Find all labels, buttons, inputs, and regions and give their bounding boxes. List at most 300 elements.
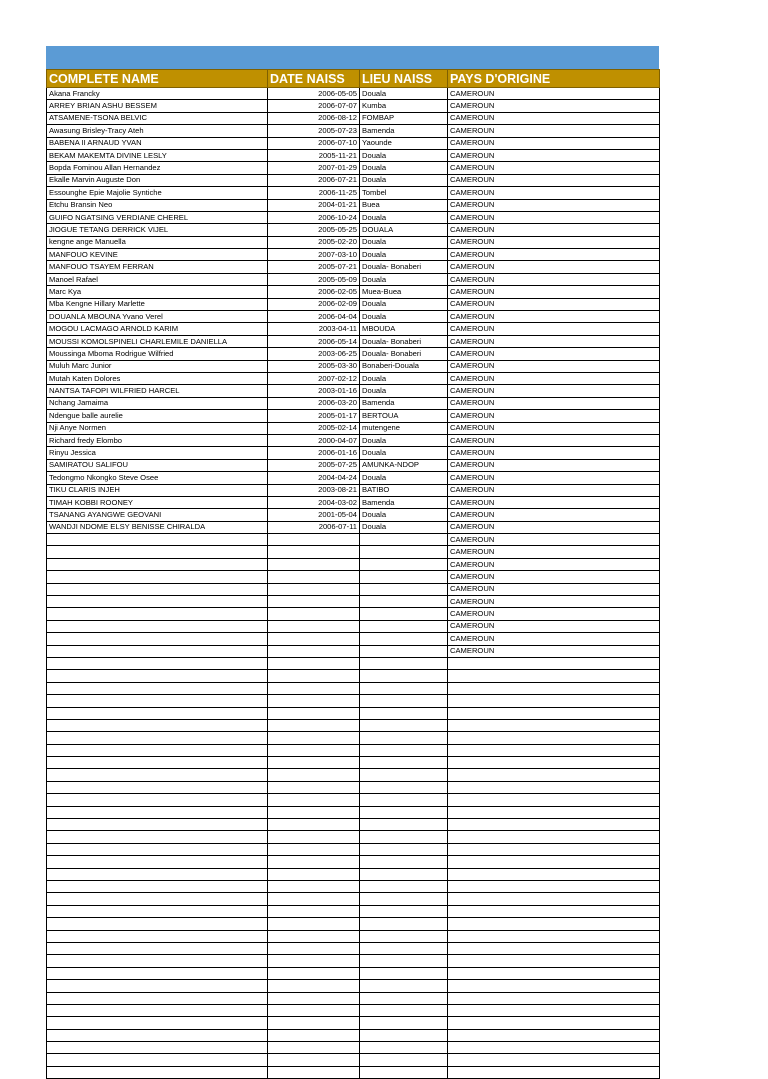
empty-cell[interactable] [47,819,268,831]
empty-cell[interactable] [448,955,660,967]
date-cell[interactable]: 2006-04-04 [268,311,360,323]
place-cell[interactable]: Douala [360,249,448,261]
empty-cell[interactable] [448,1054,660,1066]
date-cell[interactable] [268,645,360,657]
empty-cell[interactable] [360,695,448,707]
date-cell[interactable] [268,596,360,608]
empty-cell[interactable] [47,781,268,793]
empty-cell[interactable] [47,794,268,806]
country-cell[interactable]: CAMEROUN [448,571,660,583]
name-cell[interactable]: Manoel Rafael [47,273,268,285]
name-cell[interactable]: Ekalle Marvin Auguste Don [47,174,268,186]
name-cell[interactable]: BEKAM MAKEMTA DIVINE LESLY [47,149,268,161]
date-cell[interactable]: 2005-05-09 [268,273,360,285]
empty-cell[interactable] [268,732,360,744]
name-cell[interactable]: SAMIRATOU SALIFOU [47,459,268,471]
date-cell[interactable]: 2000-04-07 [268,434,360,446]
place-cell[interactable]: Douala [360,236,448,248]
name-cell[interactable]: Nji Anye Normen [47,422,268,434]
name-cell[interactable]: kengne ange Manuella [47,236,268,248]
place-cell[interactable]: Douala [360,385,448,397]
empty-cell[interactable] [47,1066,268,1078]
country-cell[interactable]: CAMEROUN [448,286,660,298]
country-cell[interactable]: CAMEROUN [448,249,660,261]
empty-cell[interactable] [360,843,448,855]
place-cell[interactable] [360,546,448,558]
empty-cell[interactable] [448,843,660,855]
column-header-date-naiss[interactable]: DATE NAISS [268,70,360,88]
name-cell[interactable]: Muluh Marc Junior [47,360,268,372]
empty-cell[interactable] [47,930,268,942]
empty-cell[interactable] [47,707,268,719]
date-cell[interactable]: 2006-10-24 [268,211,360,223]
empty-cell[interactable] [360,955,448,967]
date-cell[interactable] [268,583,360,595]
place-cell[interactable]: Douala [360,311,448,323]
place-cell[interactable] [360,633,448,645]
date-cell[interactable]: 2007-03-10 [268,249,360,261]
name-cell[interactable]: Moussinga Mboma Rodrigue Wilfried [47,348,268,360]
date-cell[interactable]: 2006-02-05 [268,286,360,298]
empty-cell[interactable] [360,1004,448,1016]
empty-cell[interactable] [47,955,268,967]
place-cell[interactable]: Bamenda [360,496,448,508]
name-cell[interactable]: Mutah Katen Dolores [47,372,268,384]
place-cell[interactable]: Muea-Buea [360,286,448,298]
place-cell[interactable]: Douala [360,372,448,384]
empty-cell[interactable] [360,670,448,682]
country-cell[interactable]: CAMEROUN [448,521,660,533]
empty-cell[interactable] [268,1029,360,1041]
country-cell[interactable]: CAMEROUN [448,447,660,459]
date-cell[interactable]: 2005-05-25 [268,224,360,236]
empty-cell[interactable] [448,670,660,682]
country-cell[interactable]: CAMEROUN [448,261,660,273]
empty-cell[interactable] [47,868,268,880]
empty-cell[interactable] [47,905,268,917]
country-cell[interactable]: CAMEROUN [448,546,660,558]
empty-cell[interactable] [268,757,360,769]
empty-cell[interactable] [360,918,448,930]
place-cell[interactable]: Douala- Bonaberi [360,348,448,360]
place-cell[interactable]: BATIBO [360,484,448,496]
name-cell[interactable]: TSANANG AYANGWE GEOVANI [47,509,268,521]
place-cell[interactable] [360,645,448,657]
country-cell[interactable]: CAMEROUN [448,459,660,471]
date-cell[interactable] [268,546,360,558]
empty-cell[interactable] [360,868,448,880]
empty-cell[interactable] [360,930,448,942]
country-cell[interactable]: CAMEROUN [448,112,660,124]
date-cell[interactable]: 2003-08-21 [268,484,360,496]
place-cell[interactable] [360,558,448,570]
empty-cell[interactable] [47,757,268,769]
place-cell[interactable]: Yaounde [360,137,448,149]
date-cell[interactable]: 2005-02-14 [268,422,360,434]
empty-cell[interactable] [47,682,268,694]
country-cell[interactable]: CAMEROUN [448,211,660,223]
empty-cell[interactable] [360,682,448,694]
place-cell[interactable] [360,571,448,583]
place-cell[interactable]: Bamenda [360,125,448,137]
empty-cell[interactable] [448,1004,660,1016]
empty-cell[interactable] [268,868,360,880]
name-cell[interactable]: WANDJI NDOME ELSY BENISSE CHIRALDA [47,521,268,533]
date-cell[interactable]: 2006-07-21 [268,174,360,186]
empty-cell[interactable] [360,831,448,843]
empty-cell[interactable] [268,819,360,831]
country-cell[interactable]: CAMEROUN [448,100,660,112]
empty-cell[interactable] [268,695,360,707]
place-cell[interactable]: Douala [360,434,448,446]
country-cell[interactable]: CAMEROUN [448,410,660,422]
date-cell[interactable]: 2006-07-07 [268,100,360,112]
empty-cell[interactable] [360,905,448,917]
name-cell[interactable]: TIMAH KOBBI ROONEY [47,496,268,508]
empty-cell[interactable] [268,881,360,893]
country-cell[interactable]: CAMEROUN [448,534,660,546]
empty-cell[interactable] [360,819,448,831]
place-cell[interactable]: BERTOUA [360,410,448,422]
column-header-pays-origine[interactable]: PAYS D'ORIGINE [448,70,660,88]
place-cell[interactable]: Douala [360,509,448,521]
date-cell[interactable] [268,558,360,570]
name-cell[interactable]: Tedongmo Nkongko Steve Osee [47,472,268,484]
empty-cell[interactable] [360,794,448,806]
country-cell[interactable]: CAMEROUN [448,311,660,323]
country-cell[interactable]: CAMEROUN [448,372,660,384]
empty-cell[interactable] [448,657,660,669]
name-cell[interactable]: MANFOUO KEVINE [47,249,268,261]
empty-cell[interactable] [47,806,268,818]
country-cell[interactable]: CAMEROUN [448,360,660,372]
empty-cell[interactable] [448,918,660,930]
name-cell[interactable] [47,583,268,595]
empty-cell[interactable] [268,682,360,694]
place-cell[interactable]: Douala [360,149,448,161]
name-cell[interactable]: Mba Kengne Hillary Marlette [47,298,268,310]
empty-cell[interactable] [360,769,448,781]
place-cell[interactable]: Douala [360,88,448,100]
empty-cell[interactable] [360,1017,448,1029]
name-cell[interactable]: Nchang Jamaima [47,397,268,409]
date-cell[interactable]: 2006-07-11 [268,521,360,533]
country-cell[interactable]: CAMEROUN [448,496,660,508]
empty-cell[interactable] [47,1004,268,1016]
date-cell[interactable]: 2006-11-25 [268,187,360,199]
country-cell[interactable]: CAMEROUN [448,137,660,149]
empty-cell[interactable] [268,992,360,1004]
country-cell[interactable]: CAMEROUN [448,348,660,360]
name-cell[interactable] [47,596,268,608]
place-cell[interactable]: Kumba [360,100,448,112]
empty-cell[interactable] [448,942,660,954]
name-cell[interactable]: BABENA II ARNAUD YVAN [47,137,268,149]
name-cell[interactable]: NANTSA TAFOPI WILFRIED HARCEL [47,385,268,397]
empty-cell[interactable] [47,856,268,868]
country-cell[interactable]: CAMEROUN [448,224,660,236]
name-cell[interactable] [47,608,268,620]
place-cell[interactable]: DOUALA [360,224,448,236]
empty-cell[interactable] [47,1054,268,1066]
date-cell[interactable]: 2005-07-21 [268,261,360,273]
place-cell[interactable]: Tombel [360,187,448,199]
country-cell[interactable]: CAMEROUN [448,596,660,608]
empty-cell[interactable] [268,843,360,855]
date-cell[interactable]: 2006-03-20 [268,397,360,409]
empty-cell[interactable] [268,955,360,967]
place-cell[interactable]: Douala [360,211,448,223]
empty-cell[interactable] [360,744,448,756]
date-cell[interactable]: 2005-02-20 [268,236,360,248]
country-cell[interactable]: CAMEROUN [448,149,660,161]
date-cell[interactable]: 2006-05-14 [268,335,360,347]
place-cell[interactable]: Douala [360,273,448,285]
empty-cell[interactable] [47,967,268,979]
empty-cell[interactable] [268,719,360,731]
name-cell[interactable]: Richard fredy Elombo [47,434,268,446]
empty-cell[interactable] [448,980,660,992]
empty-cell[interactable] [47,918,268,930]
country-cell[interactable]: CAMEROUN [448,422,660,434]
name-cell[interactable]: MOGOU LACMAGO ARNOLD KARIM [47,323,268,335]
place-cell[interactable]: Douala [360,162,448,174]
country-cell[interactable]: CAMEROUN [448,187,660,199]
empty-cell[interactable] [268,918,360,930]
name-cell[interactable]: MANFOUO TSAYEM FERRAN [47,261,268,273]
empty-cell[interactable] [448,1066,660,1078]
empty-cell[interactable] [360,732,448,744]
date-cell[interactable] [268,534,360,546]
empty-cell[interactable] [47,1029,268,1041]
place-cell[interactable]: Douala [360,298,448,310]
date-cell[interactable]: 2005-03-30 [268,360,360,372]
place-cell[interactable]: Douala- Bonaberi [360,261,448,273]
country-cell[interactable]: CAMEROUN [448,620,660,632]
empty-cell[interactable] [47,769,268,781]
empty-cell[interactable] [47,893,268,905]
empty-cell[interactable] [47,942,268,954]
place-cell[interactable] [360,596,448,608]
country-cell[interactable]: CAMEROUN [448,335,660,347]
empty-cell[interactable] [448,868,660,880]
empty-cell[interactable] [448,695,660,707]
date-cell[interactable]: 2007-02-12 [268,372,360,384]
name-cell[interactable]: JIOGUE TETANG DERRICK VIJEL [47,224,268,236]
empty-cell[interactable] [268,670,360,682]
empty-cell[interactable] [448,1017,660,1029]
country-cell[interactable]: CAMEROUN [448,385,660,397]
empty-cell[interactable] [268,1066,360,1078]
date-cell[interactable]: 2003-04-11 [268,323,360,335]
empty-cell[interactable] [360,967,448,979]
name-cell[interactable]: Awasung Brisley-Tracy Ateh [47,125,268,137]
empty-cell[interactable] [47,657,268,669]
empty-cell[interactable] [47,732,268,744]
place-cell[interactable]: FOMBAP [360,112,448,124]
country-cell[interactable]: CAMEROUN [448,484,660,496]
country-cell[interactable]: CAMEROUN [448,273,660,285]
empty-cell[interactable] [268,1054,360,1066]
country-cell[interactable]: CAMEROUN [448,236,660,248]
country-cell[interactable]: CAMEROUN [448,645,660,657]
place-cell[interactable] [360,620,448,632]
empty-cell[interactable] [268,769,360,781]
place-cell[interactable] [360,608,448,620]
name-cell[interactable] [47,620,268,632]
empty-cell[interactable] [268,856,360,868]
name-cell[interactable]: Rinyu Jessica [47,447,268,459]
date-cell[interactable]: 2003-06-25 [268,348,360,360]
place-cell[interactable]: Douala- Bonaberi [360,335,448,347]
country-cell[interactable]: CAMEROUN [448,509,660,521]
date-cell[interactable]: 2004-03-02 [268,496,360,508]
name-cell[interactable]: ARREY BRIAN ASHU BESSEM [47,100,268,112]
empty-cell[interactable] [360,992,448,1004]
empty-cell[interactable] [360,980,448,992]
date-cell[interactable] [268,608,360,620]
column-header-complete-name[interactable]: COMPLETE NAME [47,70,268,88]
place-cell[interactable]: mutengene [360,422,448,434]
empty-cell[interactable] [47,719,268,731]
date-cell[interactable]: 2005-07-23 [268,125,360,137]
name-cell[interactable] [47,645,268,657]
date-cell[interactable]: 2004-04-24 [268,472,360,484]
empty-cell[interactable] [448,967,660,979]
empty-cell[interactable] [448,856,660,868]
place-cell[interactable]: MBOUDA [360,323,448,335]
empty-cell[interactable] [448,992,660,1004]
place-cell[interactable]: Douala [360,472,448,484]
country-cell[interactable]: CAMEROUN [448,608,660,620]
empty-cell[interactable] [268,942,360,954]
country-cell[interactable]: CAMEROUN [448,199,660,211]
empty-cell[interactable] [47,992,268,1004]
country-cell[interactable]: CAMEROUN [448,583,660,595]
date-cell[interactable] [268,571,360,583]
empty-cell[interactable] [268,967,360,979]
date-cell[interactable]: 2005-01-17 [268,410,360,422]
date-cell[interactable]: 2006-08-12 [268,112,360,124]
name-cell[interactable] [47,571,268,583]
place-cell[interactable]: Bonaberi-Douala [360,360,448,372]
date-cell[interactable]: 2007-01-29 [268,162,360,174]
empty-cell[interactable] [47,1017,268,1029]
country-cell[interactable]: CAMEROUN [448,397,660,409]
empty-cell[interactable] [360,881,448,893]
name-cell[interactable]: Ndengue balle aurelie [47,410,268,422]
date-cell[interactable]: 2006-07-10 [268,137,360,149]
empty-cell[interactable] [268,781,360,793]
country-cell[interactable]: CAMEROUN [448,88,660,100]
country-cell[interactable]: CAMEROUN [448,558,660,570]
empty-cell[interactable] [448,930,660,942]
name-cell[interactable]: MOUSSI KOMOLSPINELI CHARLEMILE DANIELLA [47,335,268,347]
name-cell[interactable]: Essounghe Epie Majolie Syntiche [47,187,268,199]
empty-cell[interactable] [448,905,660,917]
empty-cell[interactable] [268,1004,360,1016]
empty-cell[interactable] [47,831,268,843]
empty-cell[interactable] [360,806,448,818]
date-cell[interactable]: 2006-02-09 [268,298,360,310]
empty-cell[interactable] [360,781,448,793]
empty-cell[interactable] [47,744,268,756]
empty-cell[interactable] [268,930,360,942]
place-cell[interactable] [360,534,448,546]
empty-cell[interactable] [268,657,360,669]
empty-cell[interactable] [360,1029,448,1041]
date-cell[interactable]: 2005-07-25 [268,459,360,471]
empty-cell[interactable] [360,707,448,719]
place-cell[interactable]: Buea [360,199,448,211]
empty-cell[interactable] [360,1066,448,1078]
name-cell[interactable]: Etchu Bransin Neo [47,199,268,211]
place-cell[interactable]: Douala [360,174,448,186]
date-cell[interactable] [268,620,360,632]
empty-cell[interactable] [47,1042,268,1054]
empty-cell[interactable] [268,1042,360,1054]
country-cell[interactable]: CAMEROUN [448,174,660,186]
name-cell[interactable]: TIKU CLARIS INJEH [47,484,268,496]
name-cell[interactable] [47,546,268,558]
country-cell[interactable]: CAMEROUN [448,633,660,645]
country-cell[interactable]: CAMEROUN [448,162,660,174]
name-cell[interactable]: Akana Francky [47,88,268,100]
empty-cell[interactable] [448,769,660,781]
empty-cell[interactable] [360,1042,448,1054]
empty-cell[interactable] [448,1029,660,1041]
place-cell[interactable] [360,583,448,595]
empty-cell[interactable] [268,980,360,992]
country-cell[interactable]: CAMEROUN [448,125,660,137]
empty-cell[interactable] [360,757,448,769]
country-cell[interactable]: CAMEROUN [448,472,660,484]
country-cell[interactable]: CAMEROUN [448,298,660,310]
empty-cell[interactable] [47,881,268,893]
empty-cell[interactable] [448,781,660,793]
empty-cell[interactable] [47,695,268,707]
name-cell[interactable]: Bopda Fominou Allan Hernandez [47,162,268,174]
place-cell[interactable]: AMUNKA-NDOP [360,459,448,471]
empty-cell[interactable] [360,942,448,954]
empty-cell[interactable] [360,657,448,669]
name-cell[interactable]: GUIFO NGATSING VERDIANE CHEREL [47,211,268,223]
empty-cell[interactable] [448,707,660,719]
empty-cell[interactable] [448,757,660,769]
place-cell[interactable]: Bamenda [360,397,448,409]
empty-cell[interactable] [268,707,360,719]
name-cell[interactable] [47,534,268,546]
date-cell[interactable]: 2006-05-05 [268,88,360,100]
place-cell[interactable]: Douala [360,447,448,459]
empty-cell[interactable] [268,806,360,818]
name-cell[interactable]: ATSAMENE-TSONA BELVIC [47,112,268,124]
empty-cell[interactable] [448,806,660,818]
date-cell[interactable]: 2001-05-04 [268,509,360,521]
empty-cell[interactable] [268,794,360,806]
empty-cell[interactable] [47,670,268,682]
empty-cell[interactable] [360,856,448,868]
empty-cell[interactable] [448,719,660,731]
empty-cell[interactable] [360,1054,448,1066]
date-cell[interactable] [268,633,360,645]
date-cell[interactable]: 2005-11-21 [268,149,360,161]
empty-cell[interactable] [448,831,660,843]
empty-cell[interactable] [360,719,448,731]
empty-cell[interactable] [448,794,660,806]
empty-cell[interactable] [268,893,360,905]
empty-cell[interactable] [47,843,268,855]
